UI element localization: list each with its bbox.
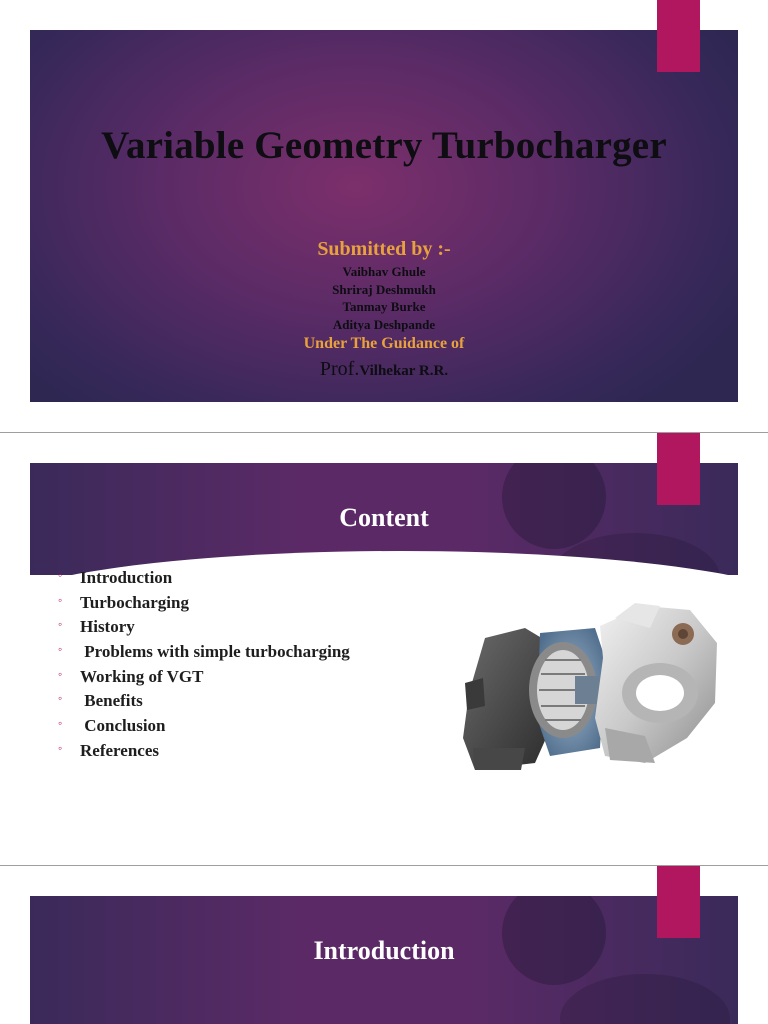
list-item: ◦ Problems with simple turbocharging (58, 640, 350, 665)
title-slide (30, 30, 738, 402)
content-list (58, 566, 350, 764)
turbocharger-cutaway-image (455, 598, 723, 778)
list-item: ◦ Turbocharging (58, 591, 350, 616)
bullet-icon: ◦ (58, 740, 63, 755)
list-item: ◦ Working of VGT (58, 665, 350, 690)
slide-divider (0, 865, 768, 866)
list-item: ◦ Introduction (58, 566, 350, 591)
prof-prefix: Prof. (319, 358, 360, 380)
prof-name: Vilhekar R.R. (359, 363, 449, 379)
team-members (30, 263, 738, 333)
slide-divider (0, 432, 768, 433)
slide-title: Variable Geometry Turbocharger (101, 124, 667, 167)
bullet-icon: ◦ (58, 642, 63, 657)
member-name: Vaibhav Ghule (342, 264, 426, 279)
decor-circle (560, 974, 730, 1024)
member-name: Tanmay Burke (342, 299, 426, 314)
bullet-icon: ◦ (58, 568, 63, 582)
content-header-band (30, 463, 738, 575)
submitted-by-label: Submitted by :- (317, 238, 451, 260)
bullet-icon: ◦ (58, 617, 63, 632)
list-item: ◦ References (58, 739, 350, 764)
accent-bar (657, 433, 700, 505)
list-item: ◦ Benefits (58, 689, 350, 714)
intro-title: Introduction (313, 936, 455, 965)
bullet-icon: ◦ (58, 666, 63, 681)
content-title: Content (339, 503, 429, 532)
bullet-icon: ◦ (58, 716, 63, 731)
member-name: Shriraj Deshmukh (332, 281, 436, 297)
intro-header-band (30, 896, 738, 1024)
professor-name (30, 358, 738, 381)
list-item: ◦ Conclusion (58, 714, 350, 739)
guidance-label: Under The Guidance of (303, 335, 465, 352)
bullet-icon: ◦ (58, 592, 63, 607)
bullet-icon: ◦ (58, 691, 63, 706)
accent-bar (657, 0, 700, 72)
accent-bar (657, 866, 700, 938)
list-item: ◦ History (58, 615, 350, 640)
member-name: Aditya Deshpande (332, 316, 436, 332)
